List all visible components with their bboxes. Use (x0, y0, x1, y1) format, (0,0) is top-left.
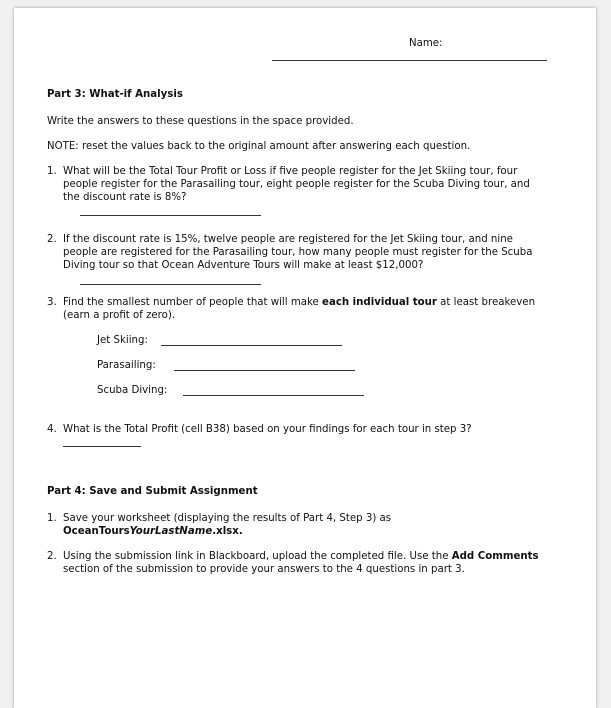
q2-line-1: If the discount rate is 15%, twelve people are registered for the Jet Skiing tour, and nine (63, 234, 513, 245)
q3-line-1-end: at least breakeven (436, 297, 536, 308)
q3-jet-skiing-label: Jet Skiing: (97, 335, 148, 346)
q1-line-2: people register for the Parasailing tour, eight people register for the Scuba Diving tour, and (63, 179, 530, 190)
q3-number: 3. (47, 297, 57, 308)
q1-number: 1. (47, 166, 57, 177)
s2-number: 2. (47, 551, 57, 562)
q3-line-1-text: Find the smallest number of people that will make (63, 297, 323, 308)
q3-line-2: (earn a profit of zero). (63, 310, 176, 321)
part3-title: Part 3: What-if Analysis (47, 89, 183, 100)
s1-filename-name: YourLastName (129, 526, 213, 537)
q3-parasailing-label: Parasailing: (97, 360, 156, 371)
s2-line-1-text: Using the submission link in Blackboard, upload the completed file. Use the (63, 551, 452, 562)
s1-filename (63, 526, 243, 538)
q3-scuba-diving-label: Scuba Diving: (97, 385, 168, 396)
q4-text: What is the Total Profit (cell B38) based on your findings for each tour in step 3? (63, 424, 472, 435)
s1-number: 1. (47, 513, 57, 524)
q3-line-1 (63, 297, 535, 309)
document-page (14, 8, 596, 708)
s1-filename-ext: .xlsx. (212, 526, 243, 537)
q1-line-1: What will be the Total Tour Profit or Loss if five people register for the Jet Skiing tour, four (63, 166, 518, 177)
q3-jet-skiing-line (161, 345, 342, 346)
s2-emphasis: Add Comments (451, 551, 539, 562)
s2-line-1 (63, 551, 539, 563)
q1-answer-line (80, 215, 261, 216)
q2-number: 2. (47, 234, 57, 245)
q2-line-3: Diving tour so that Ocean Adventure Tours will make at least $12,000? (63, 260, 424, 271)
s1-filename-prefix: OceanTours (63, 526, 130, 537)
q2-line-2: people are registered for the Parasailing tour, how many people must register for the Scuba (63, 247, 533, 258)
part3-note: NOTE: reset the values back to the original amount after answering each question. (47, 141, 471, 152)
part3-instruction: Write the answers to these questions in the space provided. (47, 116, 354, 127)
name-label: Name: (409, 38, 443, 49)
s1-line-1: Save your worksheet (displaying the results of Part 4, Step 3) as (63, 513, 392, 524)
q3-scuba-diving-line (183, 395, 364, 396)
name-answer-line (272, 60, 547, 61)
q4-answer-line (63, 446, 141, 447)
q4-number: 4. (47, 424, 57, 435)
q3-parasailing-line (174, 370, 355, 371)
q3-emphasis: each individual tour (322, 297, 437, 308)
q1-line-3: the discount rate is 8%? (63, 192, 187, 203)
s2-line-2: section of the submission to provide your answers to the 4 questions in part 3. (63, 564, 465, 575)
q2-answer-line (80, 284, 261, 285)
part4-title: Part 4: Save and Submit Assignment (47, 486, 258, 497)
